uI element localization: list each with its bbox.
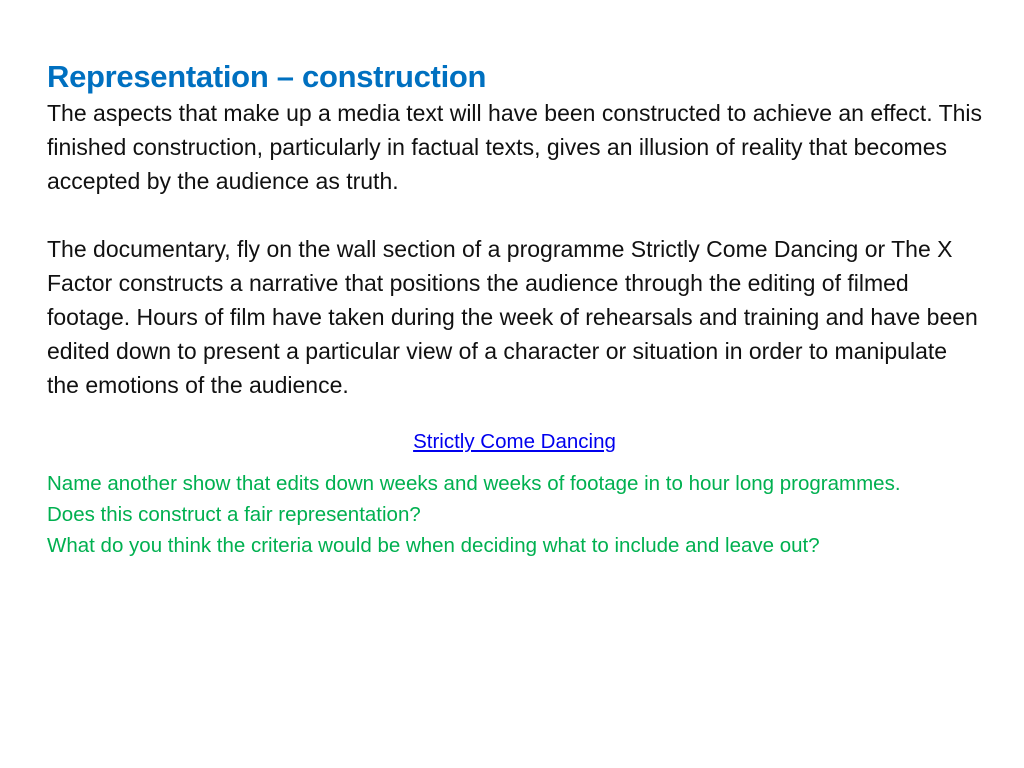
slide-content [47, 58, 982, 561]
paragraph-construction: The aspects that make up a media text will have been constructed to achieve an effect. This finished construction, particularly in factual texts, gives an illusion of reality that becomes accepted by the audience as truth. [47, 100, 983, 194]
strictly-come-dancing-link[interactable]: Strictly Come Dancing [413, 430, 616, 453]
slide-title: Representation – construction [47, 59, 487, 94]
paragraph-documentary: The documentary, fly on the wall section of a programme Strictly Come Dancing or The X Factor constructs a narrative that positions the audience through the editing of filmed footage. Hours of film have taken during the week of rehearsals and training and have been edited down to present a particular view of a character or situation in order to manipulate the emotions of the audience. [47, 236, 978, 398]
questions-block [47, 468, 982, 561]
question-item: Name another show that edits down weeks and weeks of footage in to hour long programmes. [47, 472, 901, 495]
question-item: Does this construct a fair representation? [47, 503, 421, 526]
paragraph-spacer [47, 198, 982, 232]
question-item: What do you think the criteria would be when deciding what to include and leave out? [47, 534, 820, 557]
link-row [47, 428, 982, 456]
